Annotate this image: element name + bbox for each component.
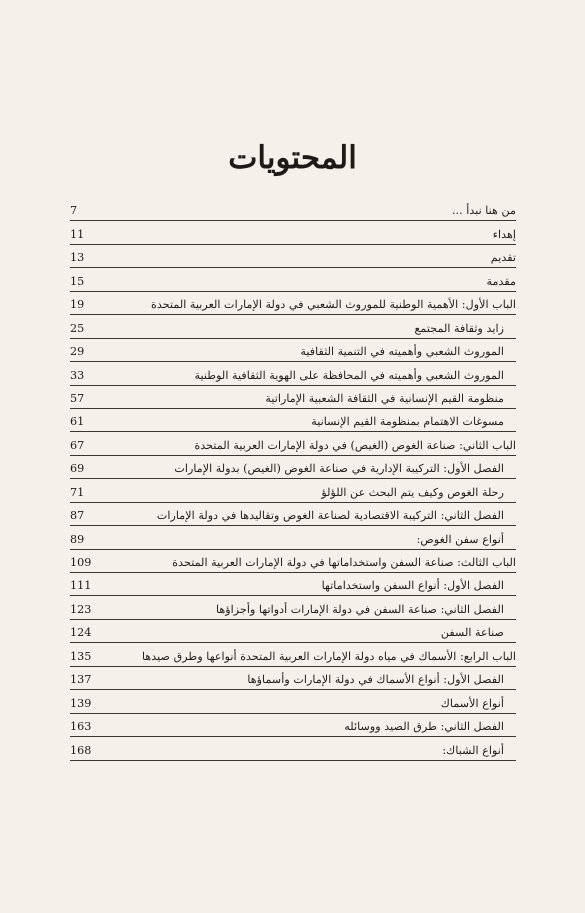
toc-entry xyxy=(70,643,516,666)
toc-page-number: 163 xyxy=(70,720,92,734)
toc-entry xyxy=(70,268,516,291)
toc-entry-label: الموروث الشعبي وأهميته في المحافظة على الهوية الثقافية الوطنية xyxy=(194,368,504,382)
toc-page-number: 137 xyxy=(70,673,92,687)
toc-page-number: 11 xyxy=(70,227,85,241)
toc-page-number: 29 xyxy=(70,345,85,359)
toc-entry-label: الفصل الأول: أنواع الأسماك في دولة الإمارات وأسماؤها xyxy=(247,673,504,687)
toc-page-number: 168 xyxy=(70,743,92,757)
toc-entry-label: مسوغات الاهتمام بمنظومة القيم الإنسانية xyxy=(311,415,504,429)
toc-page-number: 13 xyxy=(70,251,85,265)
toc-entry xyxy=(70,737,516,760)
toc-page-number: 71 xyxy=(70,485,85,499)
toc-page-number: 109 xyxy=(70,556,92,569)
toc-page-number: 123 xyxy=(70,602,92,616)
toc-page-number: 67 xyxy=(70,438,85,452)
toc-entry-label: تقديم xyxy=(490,251,516,265)
toc-entry-label: مقدمة xyxy=(486,274,516,288)
toc-entry xyxy=(70,714,516,737)
toc-entry-label: من هنا نبدأ ... xyxy=(451,204,516,218)
toc-page-number: 69 xyxy=(70,462,85,476)
toc-entry xyxy=(70,362,516,385)
toc-entry-label: صناعة السفن xyxy=(440,626,504,640)
toc-page-number: 61 xyxy=(70,415,85,429)
toc-entry xyxy=(70,573,516,596)
toc-entry-label: الباب الثالث: صناعة السفن واستخداماتها في دولة الإمارات العربية المتحدة xyxy=(172,556,516,569)
toc-entry-label: الموروث الشعبي وأهميته في التنمية الثقافية xyxy=(300,345,504,359)
toc-entry-label: الباب الأول: الأهمية الوطنية للموروث الشعبي في دولة الإمارات العربية المتحدة xyxy=(151,298,516,312)
toc-entry xyxy=(70,221,516,244)
toc-entry xyxy=(70,409,516,432)
toc-entry-label: منظومة القيم الإنسانية في الثقافة الشعبية الإماراتية xyxy=(265,391,504,405)
toc-entry xyxy=(70,432,516,455)
toc-page-number: 124 xyxy=(70,626,92,640)
toc-entry xyxy=(70,503,516,526)
toc-entry xyxy=(70,386,516,409)
toc-page-number: 33 xyxy=(70,368,85,382)
toc-entry xyxy=(70,315,516,338)
toc-page-number: 7 xyxy=(70,204,78,218)
toc-entry xyxy=(70,479,516,502)
toc-entry-label: أنواع سفن الغوص: xyxy=(416,532,504,546)
toc-entry-label: الفصل الأول: أنواع السفن واستخداماتها xyxy=(321,579,504,593)
toc-entry xyxy=(70,198,516,221)
toc-entry-label: الباب الثاني: صناعة الغوص (الغيص) في دولة الإمارات العربية المتحدة xyxy=(194,438,516,452)
page-title: المحتويات xyxy=(228,140,357,176)
toc-entry xyxy=(70,596,516,619)
toc-entry-label: زايد وثقافة المجتمع xyxy=(414,321,504,335)
toc-entry-label: أنواع الأسماك xyxy=(440,696,504,710)
toc-entry xyxy=(70,690,516,713)
toc-entry-label: إهداء xyxy=(492,227,516,241)
toc-entry xyxy=(70,620,516,643)
toc-entry xyxy=(70,667,516,690)
toc-entry-label: رحلة الغوص وكيف يتم البحث عن اللؤلؤ xyxy=(321,485,504,499)
toc-page-number: 111 xyxy=(70,579,92,593)
toc-page-number: 19 xyxy=(70,298,85,312)
toc-entry xyxy=(70,339,516,362)
toc-entry-label: الباب الرابع: الأسماك في مياه دولة الإمارات العربية المتحدة أنواعها وطرق صيدها xyxy=(141,649,516,663)
table-of-contents xyxy=(70,198,516,761)
toc-entry-label: الفصل الثاني: صناعة السفن في دولة الإمارات أدواتها وأجزاؤها xyxy=(215,602,504,616)
toc-entry xyxy=(70,245,516,268)
toc-page-number: 135 xyxy=(70,649,92,663)
toc-page-number: 25 xyxy=(70,321,85,335)
toc-entry xyxy=(70,550,516,573)
toc-entry xyxy=(70,526,516,549)
toc-entry-label: الفصل الثاني: التركيبة الاقتصادية لصناعة الغوص وتقاليدها في دولة الإمارات xyxy=(156,509,504,523)
toc-entry xyxy=(70,292,516,315)
toc-entry-label: أنواع الشباك: xyxy=(442,743,504,757)
toc-page-number: 57 xyxy=(70,391,85,405)
toc-entry-label: الفصل الأول: التركيبة الإدارية في صناعة الغوص (الغيص) بدولة الإمارات xyxy=(174,462,504,476)
toc-page-number: 139 xyxy=(70,696,92,710)
toc-page-number: 15 xyxy=(70,274,85,288)
toc-page-number: 89 xyxy=(70,532,85,546)
toc-entry xyxy=(70,456,516,479)
toc-entry-label: الفصل الثاني: طرق الصيد ووسائله xyxy=(344,720,504,734)
toc-page-number: 87 xyxy=(70,509,85,523)
